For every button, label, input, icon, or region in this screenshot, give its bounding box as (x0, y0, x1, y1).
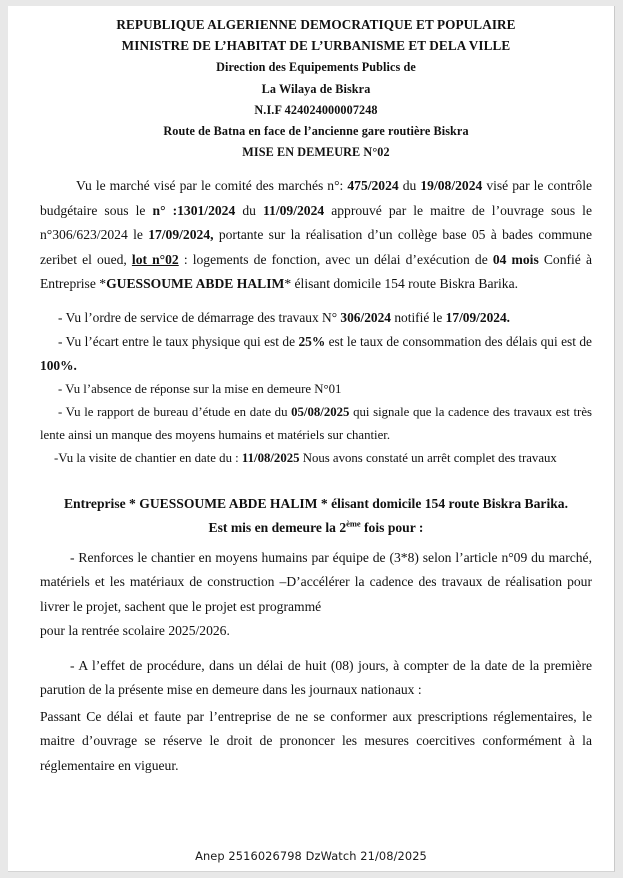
vu4-text-1: - Vu le rapport de bureau d’étude en date du (58, 405, 292, 420)
service-order-number: 306/2024 (340, 309, 391, 325)
intro-text-6: portante sur la réalisation d’un collège base 05 à bades commune zeribet el oued, (40, 227, 592, 267)
notice-subtitle-a: Est mis en demeure la 2 (208, 520, 347, 536)
vu2-text-2: est le taux de consommation des délais qui est de (325, 333, 593, 349)
contractor-name-inline: GUESSOUME ABDE HALIM (106, 276, 285, 292)
requirement-reinforce-tail: pour la rentrée scolaire 2025/2026. (40, 623, 230, 639)
intro-text-2: du (398, 178, 421, 194)
execution-delay: 04 mois (492, 251, 539, 267)
notice-subtitle (40, 516, 592, 540)
document-footer: Anep 2516026798 DzWatch 21/08/2025 (195, 849, 427, 863)
document-content (8, 6, 614, 778)
enterprise-suffix: * élisant domicile 154 route Biskra Barika. (317, 496, 568, 512)
header-line-wilaya: La Wilaya de Biskra (261, 81, 371, 96)
intro-text-8: Confié à Entreprise * (40, 251, 592, 292)
intro-text-5: approuvé par le maitre de l’ouvrage sous le n°306/623/2024 le (40, 202, 592, 243)
intro-text-1: Vu le marché visé par le comité des marchés n°: (76, 178, 348, 194)
lot-number: lot n°02 (131, 251, 179, 267)
market-number: 475/2024 (347, 178, 399, 194)
intro-text-7: : logements de fonction, avec un délai d’exécution de (178, 251, 493, 267)
vu5-text-2: Nous avons constaté un arrêt complet des travaux (299, 451, 557, 466)
header-line-title: MISE EN DEMEURE N°02 (242, 145, 390, 160)
header-line-nif: N.I.F 424024000007248 (254, 102, 378, 117)
physical-rate: 25% (298, 333, 326, 349)
requirement-procedure-delay: - A l’effet de procédure, dans un délai de huit (08) jours, à compter de la date de la première parution de la présente mise en demeure dans les journaux nationaux : (40, 657, 592, 698)
study-report-date: 05/08/2025 (291, 405, 350, 420)
enterprise-prefix: Entreprise * (63, 496, 140, 512)
delay-consumption-rate: 100%. (40, 358, 77, 374)
budget-control-date: 11/09/2024 (262, 202, 325, 218)
vu2-text-1: - Vu l’écart entre le taux physique qui est de (58, 333, 299, 349)
contractor-name: GUESSOUME ABDE HALIM (139, 496, 318, 512)
site-visit-date: 11/08/2025 (241, 451, 300, 466)
notice-subtitle-b: fois pour : (360, 520, 424, 536)
vu-item-no-response (40, 378, 592, 401)
intro-text-4: du (235, 202, 263, 218)
vu-clause-list (40, 306, 592, 471)
vu3-text-1: - Vu l’absence de réponse sur la mise en demeure N°01 (58, 382, 342, 397)
vu4-text-2: qui signale que la cadence des travaux est très lente ainsi un manque des moyens humains et matériels sur chantier. (40, 405, 592, 443)
intro-text-9: * élisant domicile 154 route Biskra Barika. (284, 276, 519, 292)
vu1-text-2: notifié le (391, 309, 446, 325)
vu-item-service-order (40, 306, 592, 330)
header-line-ministry: MINISTRE DE L’HABITAT DE L’URBANISME ET DELA VILLE (121, 38, 511, 54)
vu-item-site-visit (40, 447, 592, 470)
vu5-text-1: -Vu la visite de chantier en date du : (54, 451, 242, 466)
budget-control-number: n° :1301/2024 (152, 202, 236, 218)
enterprise-notice-line (40, 492, 592, 516)
header-line-republic: REPUBLIQUE ALGERIENNE DEMOCRATIQUE ET POPULAIRE (116, 17, 516, 32)
notice-ordinal-suffix: ème (346, 518, 361, 529)
document-page (8, 6, 615, 872)
service-order-date: 17/09/2024. (445, 309, 511, 325)
vu-item-rate-gap (40, 330, 592, 378)
intro-paragraph (40, 174, 592, 296)
requirement-reinforce: - Renforces le chantier en moyens humains par équipe de (3*8) selon l’article n°09 du marché, matériels et les matériaux de construction –D’accélérer la cadence des travaux de réalisation pour livrer le projet, sachent que le projet est programmé (40, 549, 592, 614)
approval-date: 17/09/2024, (148, 227, 214, 243)
closing-paragraph: Passant Ce délai et faute par l’entreprise de ne se conformer aux prescriptions réglementaires, le maitre d’ouvrage se réserve le droit de prononcer les mesures coercitives conformément à la réglementaire en vigueur. (40, 708, 592, 773)
intro-text-3: visé par le contrôle budgétaire sous le (40, 178, 593, 218)
header-line-address: Route de Batna en face de l’ancienne gare routière Biskra (163, 124, 469, 139)
vu-item-study-report (40, 401, 592, 447)
document-header (40, 18, 592, 158)
market-date: 19/08/2024 (420, 178, 483, 194)
header-line-direction: Direction des Equipements Publics de (216, 60, 416, 75)
vu1-text-1: - Vu l’ordre de service de démarrage des travaux N° (58, 309, 341, 325)
